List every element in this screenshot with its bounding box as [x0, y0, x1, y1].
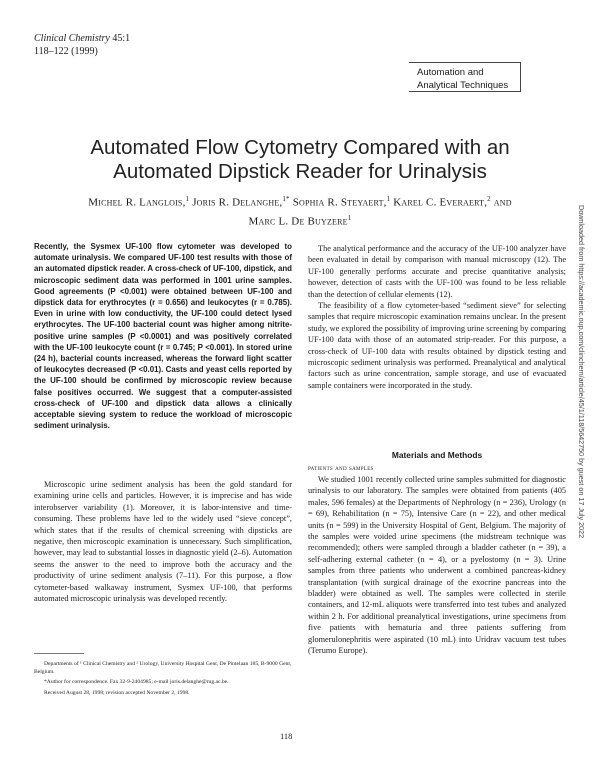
section-label-line2: Analytical Techniques: [417, 80, 509, 91]
methods-heading: Materials and Methods: [391, 450, 483, 460]
author-name: Michel R. Langlois,: [88, 196, 186, 209]
section-label-line1: Automation and: [417, 67, 484, 78]
footnote-received: Received August 28, 1998; revision accepted November 2, 1998.: [44, 689, 190, 696]
authors-line2: [30, 211, 570, 230]
author-affiliation-mark: 1*: [282, 195, 290, 203]
author-affiliation-mark: 1: [386, 195, 391, 203]
right-column-top: [308, 243, 566, 391]
author-name: Sophia R. Steyaert,: [289, 196, 387, 209]
footnote-affiliations: Departments of ¹ Clinical Chemistry and ² Urology, University Hospital Gent, De Pintelaan 185, B-9000 Gent, Belgium.: [34, 661, 292, 676]
author-affiliation-mark: 1: [347, 213, 352, 222]
paragraph-patients-samples: We studied 1001 recently collected urine samples submitted for diagnostic urinalysis to our laboratory. The samples were obtained from patients (405 males, 596 females) at the Departments of Nephrology (n = 236), Urology (n = 69), Rehabilitation (n = 75), Intensive Care (n = 22), and other medical units (n = 599) in the University Hospital of Gent, Belgium. The majority of the samples were voided urine specimens (the midstream technique was recommended); others were sampled through a bladder catheter (n = 39), a self-adhering external catheter (n = 4), or a pyelostomy (n = 3). Urine samples from three patients who underwent a combined pancreas-kidney transplantation (with surgical drainage of the exocrine pancreas into the bladder) were obtained as well. The samples were collected in sterile containers, and 12-mL aliquots were transferred into test tubes and analyzed within 2 h. For additional preanalytical investigations, urine specimens from five patients with hematuria and three patients suffering from glomerulonephritis were aspirated (10 mL) into Uridrav vacuum test tubes (Terumo Europe).: [308, 475, 566, 656]
journal-header: [34, 32, 130, 58]
footnotes: [34, 660, 292, 699]
author-affiliation-mark: 2: [487, 195, 491, 203]
introduction-paragraph: Microscopic urine sediment analysis has been the gold standard for examining urine cells and particles. However, it is imprecise and has wide interobserver variability (1). Moreover, it is labor-intensive and time-consuming. These problems have led to the widely used “sieve concept”, which states that if the results of chemical screening with dipsticks are negative, then microscopic examination is unnecessary. Such simplification, however, may lead to substantial losses in diagnostic yield (2–6). Automation seems the answer to the need to improve both the accuracy and the productivity of urine sediment analysis (7–11). For this purpose, a flow cytometer-based walkaway instrument, Sysmex UF-100, that performs automated microscopic urinalysis was developed recently.: [34, 480, 292, 604]
footnote-divider: [34, 653, 84, 654]
download-note-text: Downloaded from https://academic.oup.com/clinchem/article/45/1/118/5642750 by guest on 17 July 2022: [577, 205, 586, 539]
author-name: Marc L. De Buyzere: [248, 215, 348, 228]
author-list: [30, 192, 570, 229]
journal-name: Clinical Chemistry: [34, 33, 110, 44]
title-line2: Automated Dipstick Reader for Urinalysis: [113, 160, 487, 183]
author-name: Joris R. Delanghe,: [189, 196, 283, 209]
page-number: 118: [280, 731, 293, 741]
pages-year: 118–122 (1999): [34, 46, 98, 57]
author-conjunction: and: [490, 196, 512, 209]
authors-line1: [30, 192, 570, 211]
author-name: Karel C. Everaert,: [390, 196, 488, 209]
download-watermark: [576, 205, 588, 705]
right-column-methods: [308, 474, 566, 657]
abstract: Recently, the Sysmex UF-100 flow cytometer was developed to automate urinalysis. We compared UF-100 test results with those of an automated dipstick reader. A cross-check of UF-100, dipstick, and microscopic sediment data was performed in 1001 urine samples. Good agreements (P <0.001) were obtained between UF-100 and dipstick data for erythrocytes (r = 0.656) and leukocytes (r = 0.785). Even in urine with low conductivity, the UF-100 could detect lysed erythrocytes. The UF-100 bacterial count was higher among nitrite-positive urine samples (P <0.0001) and was positively correlated with the UF-100 leukocyte count (r = 0.745; P <0.001). In stored urine (24 h), bacterial counts increased, whereas the forward light scatter of leukocytes decreased (P <0.01). Casts and yeast cells reported by the UF-100 should be confirmed by microscopic review because false positives occurred. We suggest that a computer-assisted cross-check of UF-100 and dipstick data allows a clinically acceptable sieving system to reduce the workload of microscopic sediment urinalysis.: [34, 242, 292, 431]
volume-issue: 45:1: [112, 33, 131, 44]
title-line1: Automated Flow Cytometry Compared with an: [90, 136, 510, 159]
section-label-box: [409, 62, 521, 92]
author-affiliation-mark: 1: [185, 195, 190, 203]
paragraph-performance: The analytical performance and the accuracy of the UF-100 analyzer have been evaluated in detail by comparison with manual microscopy (12). The UF-100 generally performs accurate and precise quantitative analysis; however, detection of casts with the UF-100 was found to be less reliable than the detection of cellular elements (12).: [308, 244, 566, 299]
footnote-correspondence: *Author for correspondence. Fax 32-9-2404985; e-mail joris.delanghe@rug.ac.be.: [44, 679, 229, 686]
methods-subheading: patients and samples: [308, 463, 374, 472]
paragraph-feasibility: The feasibility of a flow cytometer-based “sediment sieve” for selecting samples that require microscopic examination remains unclear. In the present study, we explored the possibility of improving urine screening by comparing UF-100 data with those of an automated strip-reader. For this purpose, a cross-check of UF-100 data with results obtained by dipstick testing and microscopic sediment urinalysis was performed. Preanalytical and analytical factors such as urine concentration, sample storage, and use of evacuated sample containers were incorporated in the study.: [308, 301, 566, 390]
article-title: [20, 136, 580, 184]
